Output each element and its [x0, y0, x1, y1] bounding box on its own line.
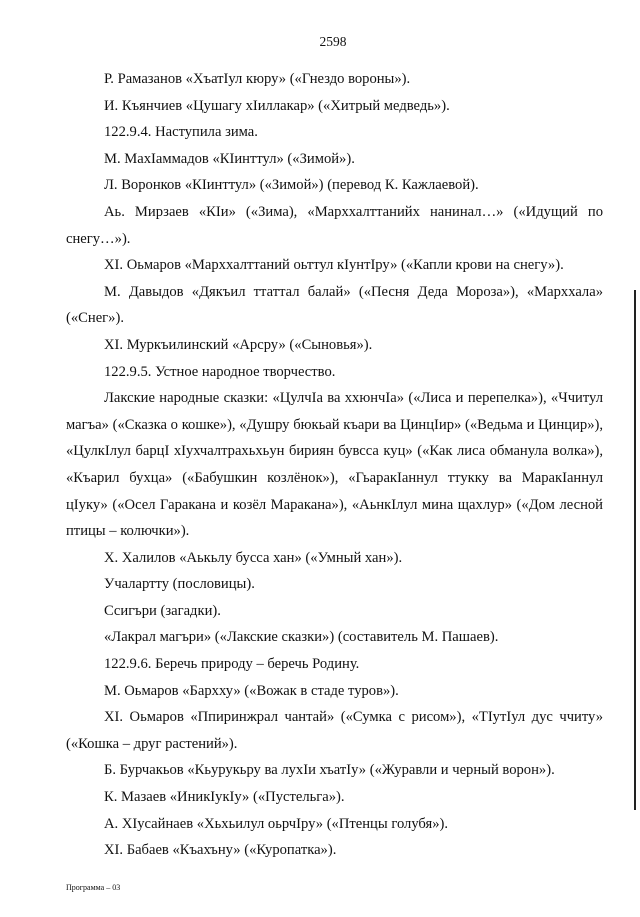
- paragraph: Учалартту (пословицы).: [104, 576, 255, 593]
- paragraph: И. Къянчиев «Цушагу хІиллакар» («Хитрый медведь»).: [104, 97, 450, 114]
- paragraph: М. Оьмаров «Бархху» («Вожак в стаде туров»).: [104, 682, 399, 699]
- paragraph: Лакские народные сказки: «ЦулчІа ва ххюнчІа» («Лиса и перепелка»), «Ччитул магъа» («Сказка о кошке»), «Душру бюкьай къари ва ЦинцІир» («Ведьма и Цинцир»), «ЦулкІлул барцІ хІухчалтрахьхьун бириян бувсса куц» («Как лиса обманула волка»), «Къарил бухца» («Бабушкин козлёнок»), «ГьаракІаннул ттукку ва МаракІаннул цІуку» («Осел Гаракана и козёл Маракана»), «АьнкІлул мина щахлур» («Дом лесной птицы – колючки»).: [66, 390, 603, 540]
- paragraph: ХІ. Оьмаров «Марххалттаний оьттул кІунтІру» («Капли крови на снегу»).: [104, 257, 564, 274]
- paragraph: ХІ. Бабаев «Къахъну» («Куропатка»).: [104, 842, 337, 859]
- page-number: 2598: [319, 34, 347, 49]
- scan-edge-line: [634, 290, 636, 810]
- section-heading: 122.9.4. Наступила зима.: [104, 124, 258, 141]
- paragraph: Ссигъри (загадки).: [104, 602, 221, 619]
- paragraph: Р. Рамазанов «ХъатІул кюру» («Гнездо вороны»).: [104, 71, 411, 87]
- paragraph: М. МахІаммадов «КІинттул» («Зимой»).: [104, 150, 355, 167]
- paragraph: «Лакрал магъри» («Лакские сказки») (составитель М. Пашаев).: [104, 629, 499, 646]
- paragraph: Б. Бурчакьов «Кьурукьру ва лухІи хъатІу» («Журавли и черный ворон»).: [104, 762, 555, 779]
- paragraph: К. Мазаев «ИникІукІу» («Пустельга»).: [104, 789, 345, 806]
- page-footer: Программа – 03: [66, 883, 121, 892]
- paragraph: ХІ. Оьмаров «Ппиринжрал чантай» («Сумка с рисом»), «ТІутІул дус ччиту» («Кошка – друг растений»).: [66, 709, 603, 752]
- section-heading: 122.9.6. Беречь природу – беречь Родину.: [104, 656, 360, 673]
- paragraph: Аь. Мирзаев «КІи» («Зима), «Марххалттанийх нанинал…» («Идущий по снегу…»).: [66, 203, 603, 247]
- paragraph: Х. Халилов «Аькьлу бусса хан» («Умный хан»).: [104, 549, 403, 566]
- document-body: [66, 66, 603, 864]
- section-heading: 122.9.5. Устное народное творчество.: [104, 363, 336, 380]
- paragraph: А. ХІусайнаев «Хьхьилул оьрчІру» («Птенцы голубя»).: [104, 815, 449, 832]
- paragraph: М. Давыдов «Дякъил ттаттал балай» («Песня Деда Мороза»), «Марххала» («Снег»).: [66, 283, 603, 327]
- paragraph: ХІ. Муркъилинский «Арсру» («Сыновья»).: [104, 336, 373, 353]
- paragraph: Л. Воронков «КІинттул» («Зимой») (перевод К. Кажлаевой).: [104, 177, 479, 194]
